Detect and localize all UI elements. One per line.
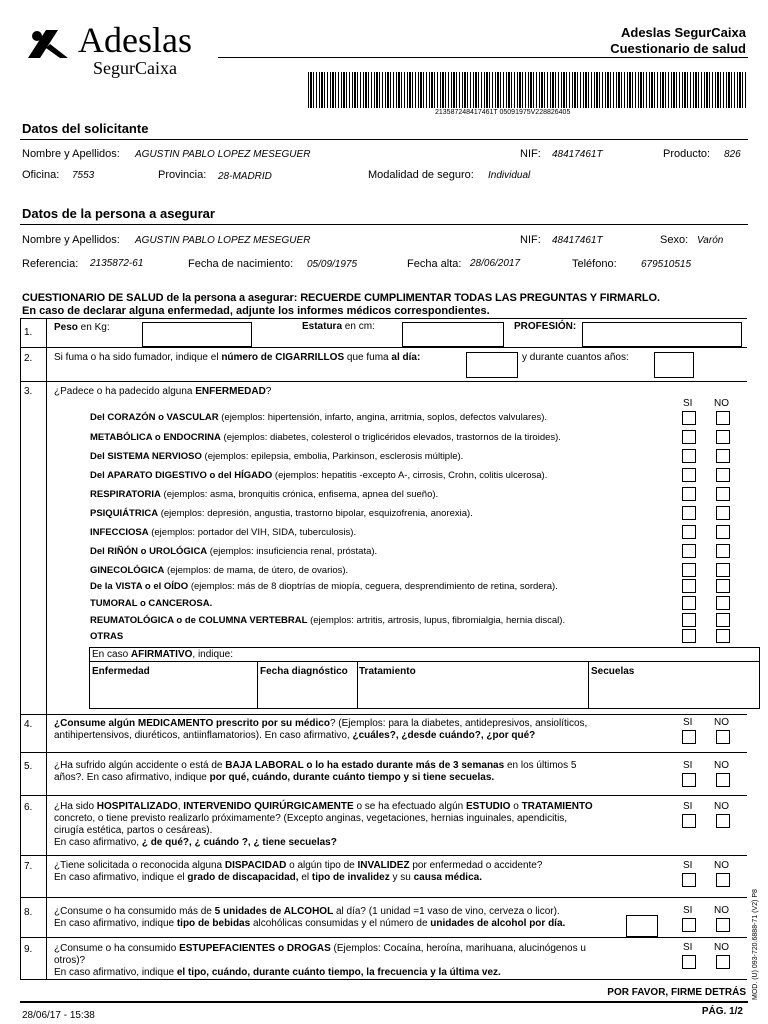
q6-l4-b: ¿ de qué?, ¿ cuándo ?, ¿ tiene secuelas? <box>141 837 337 848</box>
q9-l2: otros)? <box>54 955 86 966</box>
q3-no-checkbox[interactable] <box>716 613 730 627</box>
q1-estatura-label <box>302 321 375 332</box>
q8-l1-b: 5 unidades de ALCOHOL <box>214 906 334 917</box>
q3-no-checkbox[interactable] <box>716 563 730 577</box>
q2-text-a: Si fuma o ha sido fumador, indique el <box>54 352 222 363</box>
q6-l2: concreto, o tiene previsto realizarlo próximamente? (Excepto anginas, vegetaciones, hernias inguinales, apendicitis, <box>54 813 568 824</box>
estatura-suffix: en cm: <box>342 321 375 332</box>
q6-number: 6. <box>24 802 33 813</box>
nacimiento-value: 05/09/1975 <box>307 259 358 270</box>
q3-no-checkbox[interactable] <box>716 579 730 593</box>
q3-si-checkbox[interactable] <box>682 544 696 558</box>
q3-si-checkbox[interactable] <box>682 487 696 501</box>
q4-l2-b: ¿cuáles?, ¿desde cuándo?, ¿por qué? <box>352 730 536 741</box>
q6-l1-f: ESTUDIO <box>466 801 511 812</box>
modalidad-value: Individual <box>488 170 531 181</box>
q2-text <box>54 352 420 363</box>
q3-no-checkbox[interactable] <box>716 487 730 501</box>
alta-label: Fecha alta: <box>407 258 462 270</box>
cuestionario-subheading: En caso de declarar alguna enfermedad, adjunte los informes médicos correspondientes. <box>22 305 490 317</box>
q3-si-checkbox[interactable] <box>682 449 696 463</box>
disease-name: REUMATOLÓGICA o de COLUMNA VERTEBRAL <box>90 615 308 626</box>
q4-si-checkbox[interactable] <box>682 730 696 744</box>
brand-sub: SegurCaixa <box>93 58 177 78</box>
q3-si-checkbox[interactable] <box>682 579 696 593</box>
disease-name: METABÓLICA o ENDOCRINA <box>90 432 221 443</box>
q3-si-checkbox[interactable] <box>682 596 696 610</box>
disease-row <box>90 615 565 626</box>
fecha-diagnostico-input[interactable] <box>258 678 356 708</box>
row-rule <box>20 795 747 796</box>
q3-no-checkbox[interactable] <box>716 411 730 425</box>
q2-text-d: al día: <box>391 352 421 363</box>
q7-no-header: NO <box>714 860 729 871</box>
producto-value: 826 <box>724 149 741 160</box>
section-solicitante-title: Datos del solicitante <box>22 121 149 136</box>
row-rule <box>20 347 747 348</box>
q6-si-checkbox[interactable] <box>682 814 696 828</box>
estatura-label: Estatura <box>302 321 343 332</box>
q7-l1-e: por enfermedad o accidente? <box>409 860 543 871</box>
disease-name: De la VISTA o el OÍDO <box>90 581 189 592</box>
firme-detras-note: POR FAVOR, FIRME DETRÁS <box>607 987 746 998</box>
q5-l1-b: BAJA LABORAL o lo ha estado durante más de 3 semanas <box>225 760 505 771</box>
doc-title: Cuestionario de salud <box>610 41 746 56</box>
brand-name: Adeslas <box>78 20 192 60</box>
q4-l1-a: ¿Consume algún MEDICAMENTO prescrito por su médico <box>54 718 330 729</box>
q7-l2-b: grado de discapacidad, <box>187 872 299 883</box>
q3-si-checkbox[interactable] <box>682 613 696 627</box>
modalidad-label: Modalidad de seguro: <box>368 169 474 181</box>
disease-row <box>90 565 348 576</box>
q5-no-checkbox[interactable] <box>716 773 730 787</box>
q8-no-checkbox[interactable] <box>716 918 730 932</box>
q9-text <box>54 943 664 979</box>
company-name: Adeslas SegurCaixa <box>620 25 746 40</box>
row-rule <box>20 937 747 938</box>
disease-row <box>90 598 212 609</box>
q5-l1-a: ¿Ha sufrido algún accidente o está de <box>54 760 226 771</box>
q3-text-a: ¿Padece o ha padecido alguna <box>54 386 196 397</box>
disease-row <box>90 527 356 538</box>
disease-examples: (ejemplos: insuficiencia renal, próstata). <box>207 546 378 557</box>
q5-si-checkbox[interactable] <box>682 773 696 787</box>
q7-l2-a: En caso afirmativo, indique el <box>54 872 188 883</box>
q3-si-header: SI <box>683 398 693 409</box>
disease-row <box>90 412 547 423</box>
disease-row <box>90 489 438 500</box>
col-secuelas: Secuelas <box>591 666 635 677</box>
disease-name: GINECOLÓGICA <box>90 565 165 576</box>
section-asegurado-title: Datos de la persona a asegurar <box>22 206 215 221</box>
disease-examples: (ejemplos: artritis, artrosis, lupus, fibromialgia, hernia discal). <box>307 615 566 626</box>
q6-l1-h: TRATAMIENTO <box>521 801 593 812</box>
q4-no-checkbox[interactable] <box>716 730 730 744</box>
telefono-label: Teléfono: <box>572 258 617 270</box>
disease-examples: (ejemplos: depresión, angustia, trastorno bipolar, esquizofrenia, anorexia). <box>158 508 473 519</box>
row-rule <box>20 381 747 382</box>
afirmativo-b: AFIRMATIVO <box>130 649 193 660</box>
disease-name: OTRAS <box>90 631 124 642</box>
q3-si-checkbox[interactable] <box>682 430 696 444</box>
q4-no-header: NO <box>714 717 729 728</box>
col-enfermedad: Enfermedad <box>92 666 150 677</box>
peso-label: Peso <box>54 322 78 333</box>
peso-suffix: en Kg: <box>77 322 110 333</box>
q8-si-checkbox[interactable] <box>682 918 696 932</box>
q6-l1-e: o se ha efectuado algún <box>353 801 466 812</box>
row-rule <box>20 714 747 715</box>
q7-l1-c: o algún tipo de <box>286 860 358 871</box>
q3-si-checkbox[interactable] <box>682 525 696 539</box>
q8-l2-a: En caso afirmativo, indique <box>54 918 177 929</box>
disease-row <box>90 451 463 462</box>
q3-si-checkbox[interactable] <box>682 563 696 577</box>
q7-text <box>54 860 664 884</box>
q6-l3: cirugía estética, partos o cesáreas). <box>54 825 213 836</box>
referencia-value: 2135872-61 <box>90 258 144 269</box>
q8-l1-a: ¿Consume o ha consumido más de <box>54 906 215 917</box>
afirmativo-label <box>92 649 233 660</box>
q3-number: 3. <box>24 386 33 397</box>
profesion-label: PROFESIÓN: <box>514 321 577 332</box>
number-column-rule <box>46 318 47 980</box>
disease-name: Del APARATO DIGESTIVO o del HÍGADO <box>90 470 273 481</box>
unidades-alcohol-input[interactable] <box>626 915 658 937</box>
row-rule <box>20 897 747 898</box>
q8-l2-c: alcohólicas consumidas y el número de <box>250 918 431 929</box>
q6-l1-d: INTERVENIDO QUIRÚRGICAMENTE <box>183 801 354 812</box>
cuestionario-heading: CUESTIONARIO DE SALUD de la persona a asegurar: RECUERDE CUMPLIMENTAR TODAS LAS PREGUNTAS Y FIRMARLO. <box>22 292 660 304</box>
q3-si-checkbox[interactable] <box>682 506 696 520</box>
q6-l1-a: ¿Ha sido <box>54 801 97 812</box>
afirmativo-table-rule <box>89 661 760 662</box>
q3-no-checkbox[interactable] <box>716 449 730 463</box>
q9-number: 9. <box>24 944 33 955</box>
q2-text-e: y durante cuantos años: <box>522 352 629 363</box>
disease-name: Del RIÑÓN o UROLÓGICA <box>90 546 208 557</box>
q4-l2-a: antihipertensivos, diuréticos, antiinflamatorios). En caso afirmativo, <box>54 730 353 741</box>
q5-text <box>54 760 664 784</box>
q7-no-checkbox[interactable] <box>716 873 730 887</box>
disease-examples: (ejemplos: asma, bronquitis crónica, enfisema, apnea del sueño). <box>160 489 439 500</box>
page-number: PÁG. 1/2 <box>701 1006 743 1017</box>
q1-peso-label <box>54 322 110 333</box>
q7-l1-b: DISPACIDAD <box>224 860 287 871</box>
q7-si-checkbox[interactable] <box>682 873 696 887</box>
disease-examples: (ejemplos: portador del VIH, SIDA, tuberculosis). <box>148 527 357 538</box>
q8-si-header: SI <box>683 905 693 916</box>
disease-name: Del SISTEMA NERVIOSO <box>90 451 202 462</box>
asegurado-nif-label: NIF: <box>520 234 541 246</box>
afirmativo-a: En caso <box>92 649 131 660</box>
q7-l2-f: causa médica. <box>413 872 482 883</box>
q3-si-checkbox[interactable] <box>682 411 696 425</box>
header-rule <box>218 57 748 58</box>
estatura-input[interactable] <box>402 322 504 347</box>
q3-si-checkbox[interactable] <box>682 468 696 482</box>
q3-no-checkbox[interactable] <box>716 525 730 539</box>
q3-no-checkbox[interactable] <box>716 430 730 444</box>
enfermedad-input[interactable] <box>90 678 256 708</box>
q6-l1-g: o <box>510 801 522 812</box>
q8-l1-c: al día? (1 unidad =1 vaso de vino, cerveza o licor). <box>333 906 560 917</box>
solicitante-nombre-label: Nombre y Apellidos: <box>22 148 120 160</box>
q5-l1-c: en los últimos 5 <box>504 760 577 771</box>
q3-no-header: NO <box>714 398 729 409</box>
q2-text-c: que fuma <box>344 352 392 363</box>
disease-row <box>90 631 123 642</box>
section-rule <box>20 139 748 140</box>
q1-number: 1. <box>24 327 33 338</box>
telefono-value: 679510515 <box>641 259 692 270</box>
q7-number: 7. <box>24 861 33 872</box>
sexo-label: Sexo: <box>660 234 689 246</box>
row-rule <box>20 855 747 856</box>
asegurado-nombre-label: Nombre y Apellidos: <box>22 234 120 246</box>
disease-name: Del CORAZÓN o VASCULAR <box>90 412 219 423</box>
disease-examples: (ejemplos: de mama, de útero, de ovarios). <box>164 565 349 576</box>
q3-text-c: ? <box>265 386 272 397</box>
side-form-code: MOD. (U) 093-720.6888-71 (V2) P8 <box>752 889 759 1000</box>
disease-row <box>90 546 377 557</box>
col-fecha-diagnostico: Fecha diagnóstico <box>260 666 348 677</box>
q9-l3-a: En caso afirmativo, indique <box>54 967 177 978</box>
q8-no-header: NO <box>714 905 729 916</box>
q7-l2-e: y su <box>389 872 414 883</box>
row-rule <box>20 752 747 753</box>
q9-l1-a: ¿Consume o ha consumido <box>54 943 180 954</box>
q3-no-checkbox[interactable] <box>716 506 730 520</box>
disease-name: RESPIRATORIA <box>90 489 161 500</box>
barcode <box>308 72 748 108</box>
q7-l2-c: el <box>298 872 312 883</box>
q6-si-header: SI <box>683 801 693 812</box>
profesion-input[interactable] <box>582 322 742 347</box>
tratamiento-input[interactable] <box>358 678 587 708</box>
q3-no-checkbox[interactable] <box>716 468 730 482</box>
disease-row <box>90 470 547 481</box>
anios-fumador-input[interactable] <box>654 352 694 378</box>
sexo-value: Varón <box>697 235 724 246</box>
solicitante-nif-value: 48417461T <box>552 149 603 160</box>
afirmativo-c: , indique: <box>192 649 233 660</box>
disease-examples: (ejemplos: más de 8 dioptrías de miopía, ceguera, desprendimiento de retina, sordera). <box>188 581 558 592</box>
q8-number: 8. <box>24 907 33 918</box>
q5-number: 5. <box>24 761 33 772</box>
disease-row <box>90 508 473 519</box>
disease-row <box>90 432 561 443</box>
col-tratamiento: Tratamiento <box>359 666 416 677</box>
disease-examples: (ejemplos: hepatitis -excepto A-, cirrosis, Crohn, colitis ulcerosa). <box>272 470 548 481</box>
adeslas-logo-icon <box>24 24 76 64</box>
q8-l2-d: unidades de alcohol por día. <box>430 918 566 929</box>
q3-si-checkbox[interactable] <box>682 629 696 643</box>
q6-l1-c: , <box>177 801 184 812</box>
q2-text-b: número de CIGARRILLOS <box>221 352 345 363</box>
disease-examples: (ejemplos: diabetes, colesterol o triglicéridos elevados, trastornos de la tiroides). <box>220 432 561 443</box>
q9-l3-b: el tipo, cuándo, durante cuánto tiempo, la frecuencia y la última vez. <box>176 967 501 978</box>
q9-no-checkbox[interactable] <box>716 955 730 969</box>
q9-no-header: NO <box>714 942 729 953</box>
q9-l1-b: ESTUPEFACIENTES o DROGAS <box>179 943 331 954</box>
q5-l2-a: años?. En caso afirmativo, indique <box>54 772 210 783</box>
q8-text <box>54 906 664 930</box>
q5-si-header: SI <box>683 760 693 771</box>
q4-si-header: SI <box>683 717 693 728</box>
q6-no-header: NO <box>714 801 729 812</box>
q7-l2-d: tipo de invalidez <box>311 872 390 883</box>
footer-fecha: 28/06/17 - 15:38 <box>22 1010 95 1021</box>
q5-no-header: NO <box>714 760 729 771</box>
disease-name: INFECCIOSA <box>90 527 149 538</box>
asegurado-nombre-value: AGUSTIN PABLO LOPEZ MESEGUER <box>135 235 311 246</box>
barcode-text: 213587248417461T 05091975V228826405 <box>435 109 571 116</box>
cigarrillos-input[interactable] <box>466 352 518 378</box>
q6-text <box>54 801 664 849</box>
q3-no-checkbox[interactable] <box>716 544 730 558</box>
q7-l1-a: ¿Tiene solicitada o reconocida alguna <box>54 860 225 871</box>
peso-input[interactable] <box>142 322 252 347</box>
q5-l2-b: por qué, cuándo, durante cuánto tiempo y si tiene secuelas. <box>209 772 495 783</box>
alta-value: 28/06/2017 <box>470 258 521 269</box>
disease-row <box>90 581 558 592</box>
q9-l1-c: (Ejemplos: Cocaína, heroína, marihuana, alucinógenos u <box>330 943 586 954</box>
q3-text-b: ENFERMEDAD <box>195 386 266 397</box>
disease-examples: (ejemplos: epilepsia, embolia, Parkinson, esclerosis múltiple). <box>201 451 464 462</box>
disease-name: TUMORAL o CANCEROSA. <box>90 598 213 609</box>
asegurado-nif-value: 48417461T <box>552 235 603 246</box>
q9-si-header: SI <box>683 942 693 953</box>
q4-text <box>54 718 664 742</box>
nacimiento-label: Fecha de nacimiento: <box>188 258 294 270</box>
q9-si-checkbox[interactable] <box>682 955 696 969</box>
section-rule <box>20 224 748 225</box>
solicitante-nif-label: NIF: <box>520 148 541 160</box>
disease-examples: (ejemplos: hipertensión, infarto, angina, arritmia, soplos, defectos valvulares). <box>218 412 548 423</box>
q7-l1-d: INVALIDEZ <box>357 860 410 871</box>
q2-number: 2. <box>24 353 33 364</box>
disease-name: PSIQUIÁTRICA <box>90 508 159 519</box>
q4-number: 4. <box>24 719 33 730</box>
producto-label: Producto: <box>663 148 711 160</box>
q3-no-checkbox[interactable] <box>716 629 730 643</box>
q6-l4-a: En caso afirmativo, <box>54 837 142 848</box>
q3-no-checkbox[interactable] <box>716 596 730 610</box>
solicitante-nombre-value: AGUSTIN PABLO LOPEZ MESEGUER <box>135 149 311 160</box>
provincia-value: 28-MADRID <box>218 171 272 182</box>
q8-l2-b: tipo de bebidas <box>176 918 251 929</box>
oficina-label: Oficina: <box>22 169 60 181</box>
q3-text <box>54 386 271 397</box>
referencia-label: Referencia: <box>22 258 79 270</box>
q7-si-header: SI <box>683 860 693 871</box>
oficina-value: 7553 <box>72 170 95 181</box>
provincia-label: Provincia: <box>158 169 207 181</box>
q6-no-checkbox[interactable] <box>716 814 730 828</box>
secuelas-input[interactable] <box>589 678 759 708</box>
q6-l1-b: HOSPITALIZADO <box>96 801 178 812</box>
q4-l1-b: ? (Ejemplos: para la diabetes, antidepresivos, ansiolíticos, <box>329 718 588 729</box>
footer-rule <box>20 1001 748 1003</box>
